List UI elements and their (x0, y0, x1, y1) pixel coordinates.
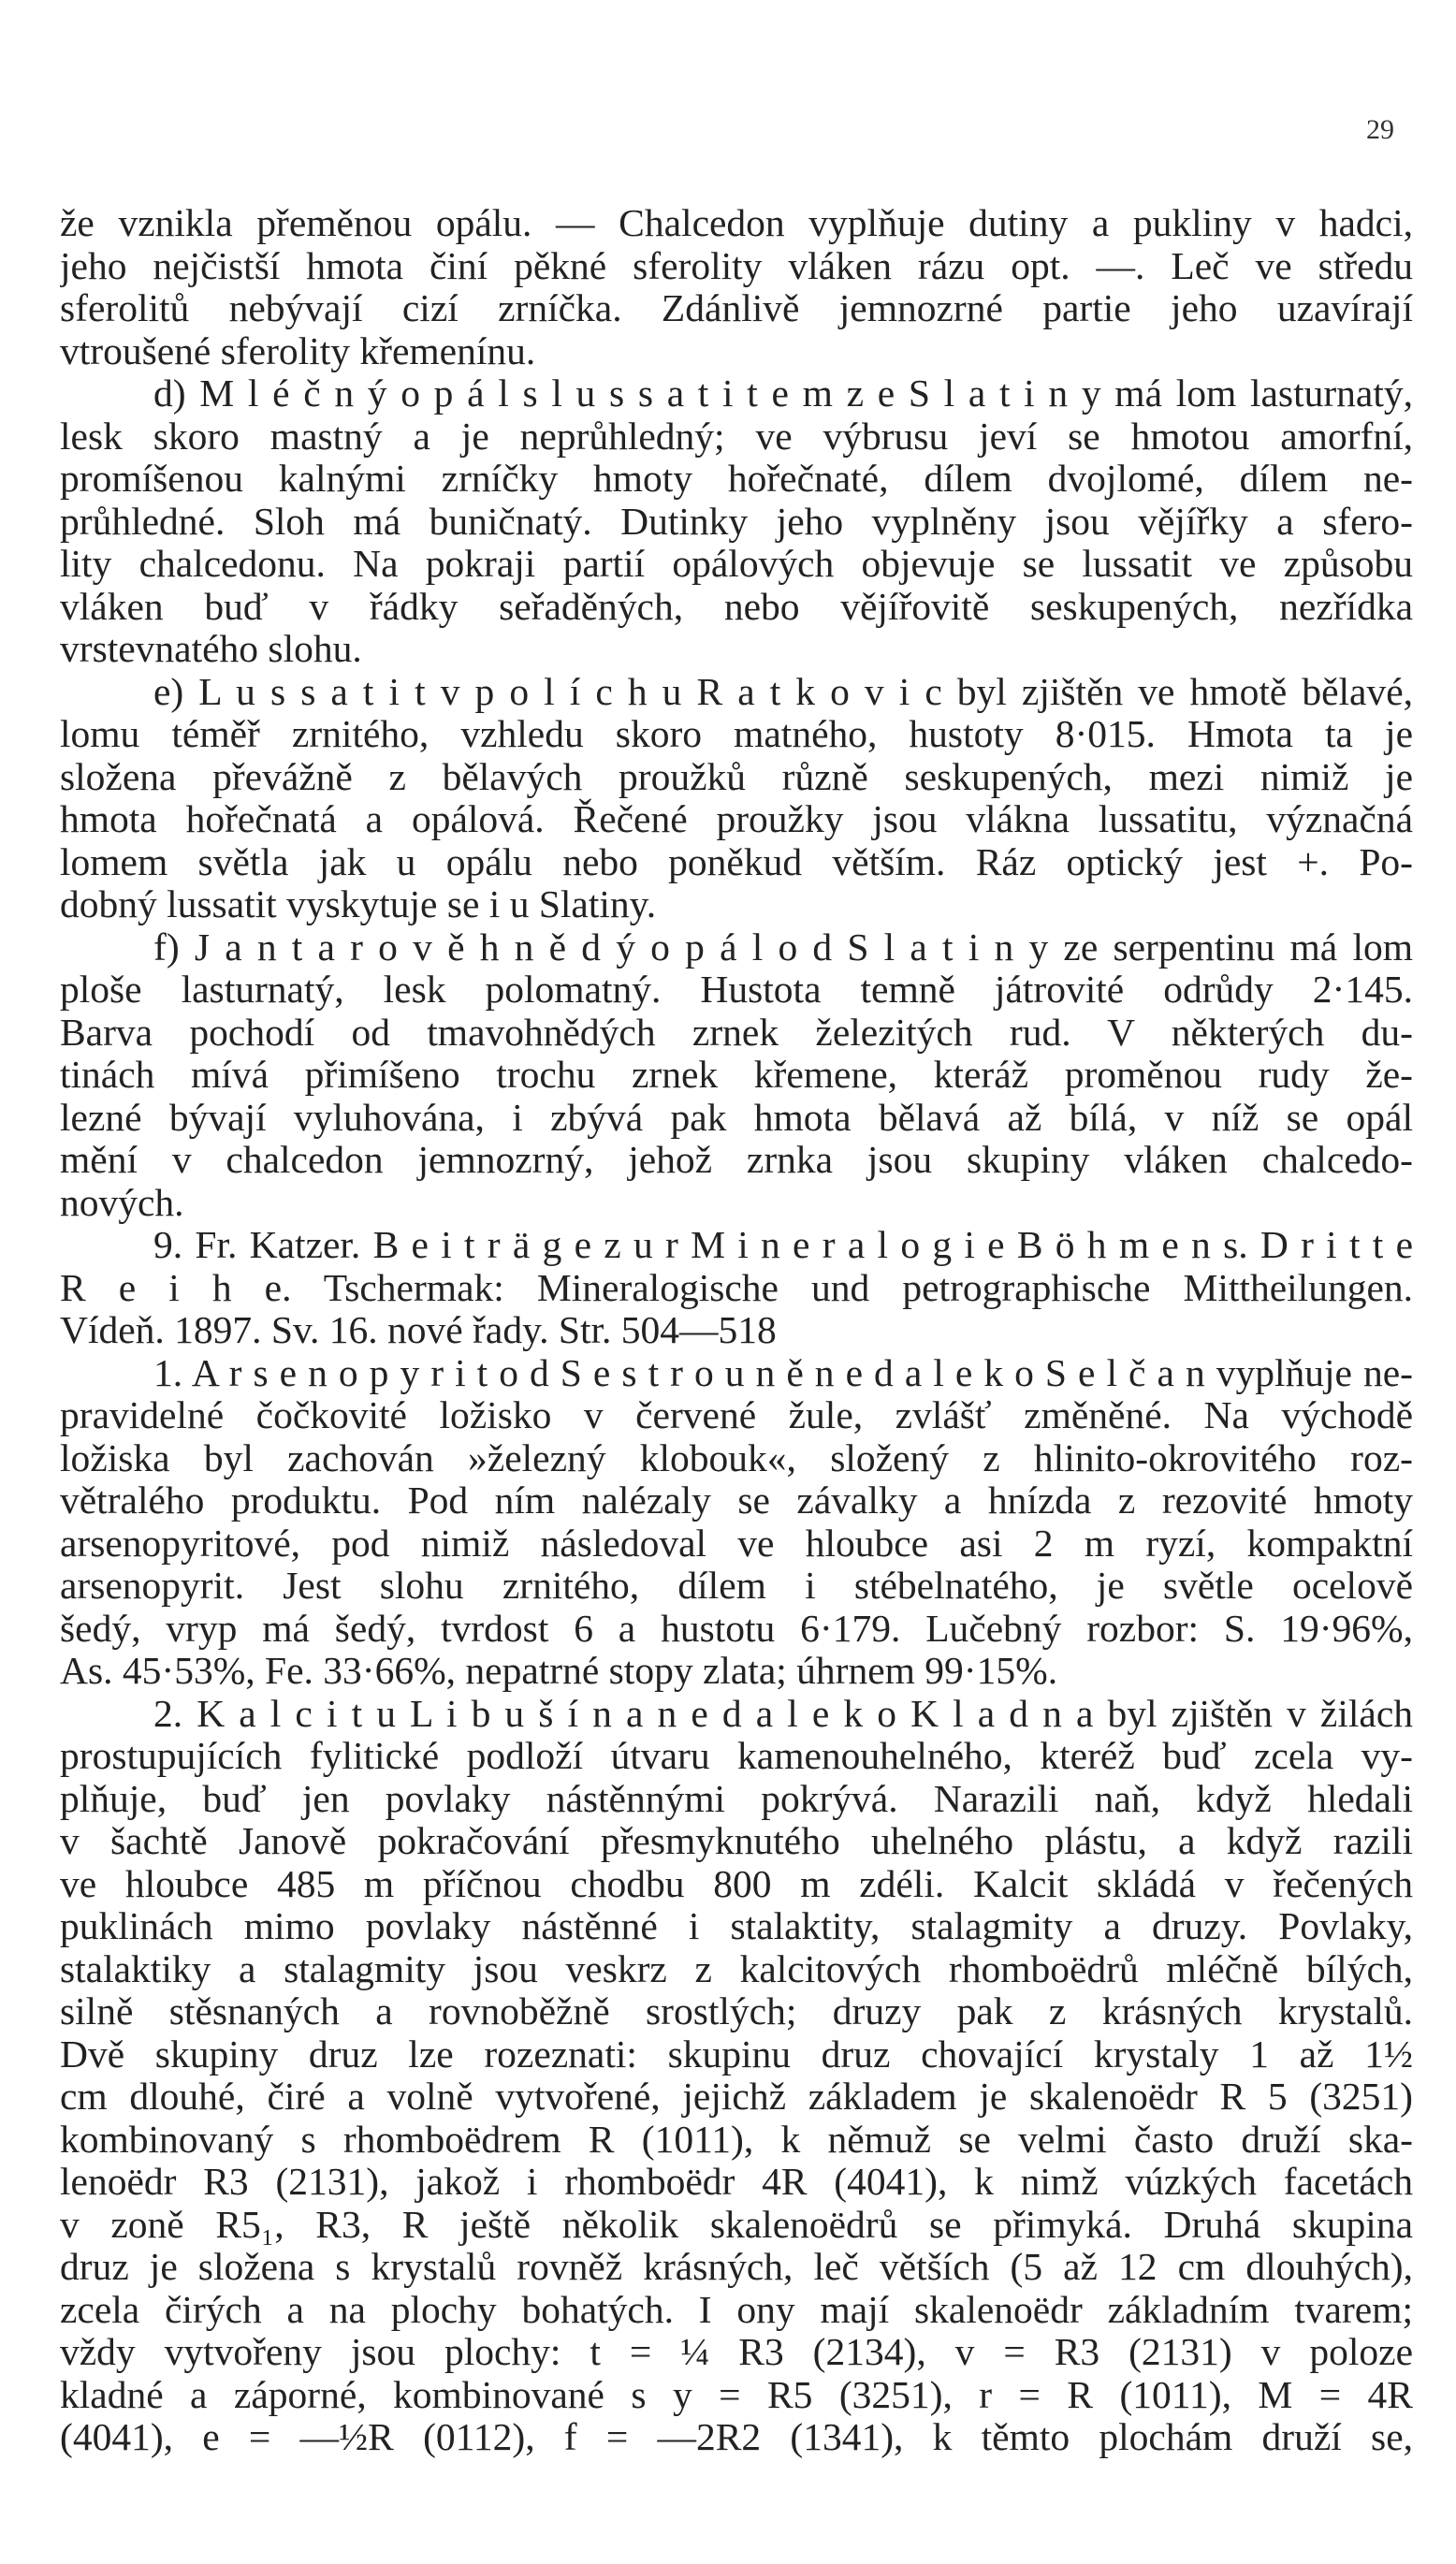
text-line: lenoëdr R3 (2131), jakož i rhomboëdr 4R (4041), k nimž vúzkých facetách (60, 2161, 1413, 2203)
text-line: silně stěsnaných a rovnoběžně srostlých; druzy pak z krásných krystalů. (60, 1990, 1413, 2032)
text-line: tinách mívá přimíšeno trochu zrnek křemene, kteráž proměnou rudy že- (60, 1054, 1413, 1096)
text-line: lity chalcedonu. Na pokraji partií opálových objevuje se lussatit ve způsobu (60, 543, 1413, 585)
text-line: plňuje, buď jen povlaky nástěnnými pokrývá. Narazili naň, když hledali (60, 1777, 1413, 1820)
text-line: pravidelné čočkovité ložisko v červené žule, zvlášť změněné. Na východě (60, 1394, 1413, 1436)
text-line: 1. A r s e n o p y r i t o d S e s t r o u n ě n e d a l e k o S e l č a n vyplňuje ne- (153, 1351, 1413, 1394)
page-number: 29 (1366, 114, 1394, 145)
text-line: složena převážně z bělavých proužků různě seskupených, mezi nimiž je (60, 755, 1413, 798)
text-line: Vídeň. 1897. Sv. 16. nové řady. Str. 504—518 (60, 1309, 777, 1351)
text-line: (4041), e = —½R (0112), f = —2R2 (1341), k těmto plochám druží se, (60, 2416, 1413, 2458)
text-line: lomem světla jak u opálu nebo poněkud větším. Ráz optický jest +. Po- (60, 840, 1413, 883)
text-line: kladné a záporné, kombinované s y = R5 (3251), r = R (1011), M = 4R (60, 2373, 1413, 2416)
text-line: ložiska byl zachován »železný klobouk«, složený z hlinito-okrovitého roz- (60, 1436, 1413, 1479)
text-line: e) L u s s a t i t v p o l í c h u R a t k o v i c byl zjištěn ve hmotě bělavé, (153, 670, 1413, 713)
text-line: lesk skoro mastný a je neprůhledný; ve výbrusu jeví se hmotou amorfní, (60, 415, 1413, 458)
text-line: arsenopyrit. Jest slohu zrnitého, dílem i stébelnatého, je světle ocelově (60, 1565, 1413, 1607)
text-line: lomu téměř zrnitého, vzhledu skoro matného, hustoty 8·015. Hmota ta je (60, 713, 1413, 755)
text-line: ploše lasturnatý, lesk polomatný. Hustota temně játrovité odrůdy 2·145. (60, 969, 1413, 1011)
text-line: vrstevnatého slohu. (60, 628, 362, 670)
text-line: vláken buď v řádky seřaděných, nebo vějířovitě seskupených, nezřídka (60, 585, 1413, 628)
text-line: kombinovaný s rhomboëdrem R (1011), k němuž se velmi často druží ska- (60, 2118, 1413, 2161)
text-line (60, 2459, 1413, 2502)
text-line: arsenopyritové, pod nimiž následoval ve hloubce asi 2 m ryzí, kompaktní (60, 1522, 1413, 1565)
text-line: průhledné. Sloh má buničnatý. Dutinky jeho vyplněny jsou vějířky a sfero- (60, 500, 1413, 543)
text-line: ve hloubce 485 m příčnou chodbu 800 m zdéli. Kalcit skládá v řečených (60, 1862, 1413, 1905)
text-line: v šachtě Janově pokračování přesmyknutého uhelného plástu, a když razili (60, 1820, 1413, 1862)
text-line: promíšenou kalnými zrníčky hmoty hořečnaté, dílem dvojlomé, dílem ne- (60, 458, 1413, 500)
text-line: 2. K a l c i t u L i b u š í n a n e d a l e k o K l a d n a byl zjištěn v žilách (153, 1692, 1413, 1735)
text-line: v zoně R5₁, R3, R ještě několik skalenoëdrů se přimyká. Druhá skupina (60, 2203, 1413, 2246)
text-line: hmota hořečnatá a opálová. Řečené proužky jsou vlákna lussatitu, význačná (60, 798, 1413, 840)
text-line: sferolitů nebývají cizí zrníčka. Zdánlivě jemnozrné partie jeho uzavírají (60, 287, 1413, 329)
text-line: dobný lussatit vyskytuje se i u Slatiny. (60, 883, 657, 925)
text-line: druz je složena s krystalů rovněž krásných, leč větších (5 až 12 cm dlouhých), (60, 2246, 1413, 2288)
text-line: f) J a n t a r o v ě h n ě d ý o p á l o d S l a t i n y ze serpentinu má lom (153, 925, 1413, 969)
text-line: Dvě skupiny druz lze rozeznati: skupinu druz chovající krystaly 1 až 1½ (60, 2032, 1413, 2076)
body-text (60, 202, 1413, 2501)
text-line: Barva pochodí od tmavohnědých zrnek železitých rud. V některých du- (60, 1011, 1413, 1054)
text-line: větralého produktu. Pod ním nalézaly se závalky a hnízda z rezovité hmoty (60, 1479, 1413, 1522)
text-line: As. 45·53%, Fe. 33·66%, nepatrné stopy zlata; úhrnem 99·15%. (60, 1650, 1058, 1692)
text-line: prostupujících fylitické podloží útvaru kamenouhelného, kteréž buď zcela vy- (60, 1735, 1413, 1777)
text-line: vždy vytvořeny jsou plochy: t = ¼ R3 (2134), v = R3 (2131) v poloze (60, 2331, 1413, 2373)
text-line: vtroušené sferolity křemenínu. (60, 329, 536, 372)
text-line: lezné bývají vyluhována, i zbývá pak hmota bělavá až bílá, v níž se opál (60, 1096, 1413, 1139)
text-line: puklinách mimo povlaky nástěnné i stalaktity, stalagmity a druzy. Povlaky, (60, 1905, 1413, 1947)
text-line: zcela čirých a na plochy bohatých. I ony mají skalenoëdr základním tvarem; (60, 2288, 1413, 2331)
text-line: šedý, vryp má šedý, tvrdost 6 a hustotu 6·179. Lučebný rozbor: S. 19·96%, (60, 1607, 1413, 1650)
text-line: nových. (60, 1181, 184, 1224)
text-line: mění v chalcedon jemnozrný, jehož zrnka jsou skupiny vláken chalcedo- (60, 1139, 1413, 1181)
text-line: R e i h e. Tschermak: Mineralogische und petrographische Mittheilungen. (60, 1266, 1413, 1309)
text-line: d) M l é č n ý o p á l s l u s s a t i t e m z e S l a t i n y má lom lasturnatý, (153, 372, 1413, 415)
text-line: stalaktiky a stalagmity jsou veskrz z kalcitových rhomboëdrů mléčně bílých, (60, 1947, 1413, 1990)
text-line: cm dlouhé, čiré a volně vytvořené, jejichž základem je skalenoëdr R 5 (3251) (60, 2076, 1413, 2118)
text-line: že vznikla přeměnou opálu. — Chalcedon vyplňuje dutiny a pukliny v hadci, (60, 202, 1413, 244)
text-line: 9. Fr. Katzer. B e i t r ä g e z u r M i n e r a l o g i e B ö h m e n s. D r i t t e (153, 1224, 1413, 1266)
text-line: jeho nejčistší hmota činí pěkné sferolity vláken rázu opt. —. Leč ve středu (60, 244, 1413, 287)
